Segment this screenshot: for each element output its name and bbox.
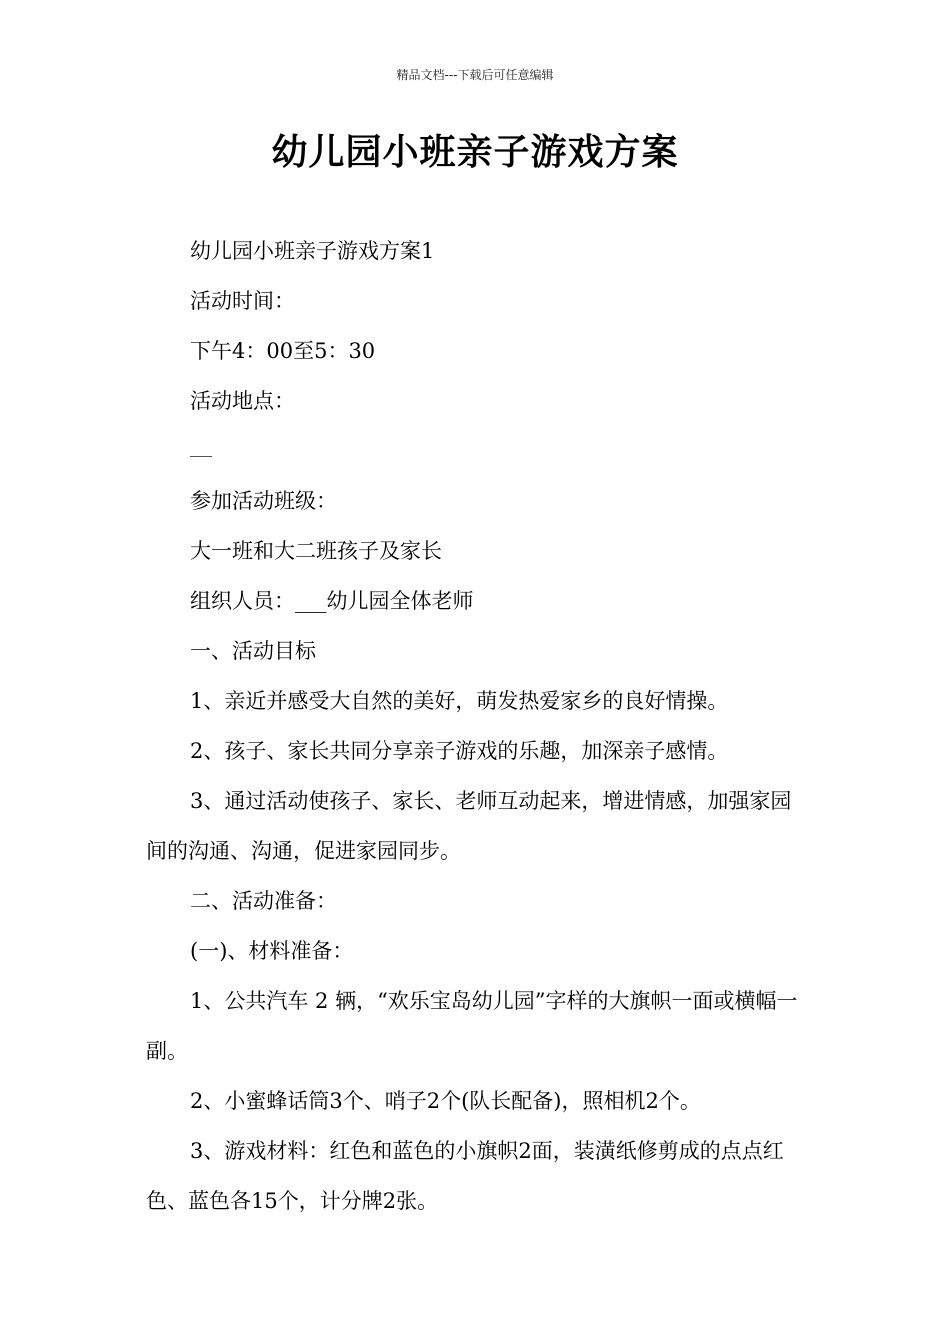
paragraph: 3、通过活动使孩子、家长、老师互动起来，增进情感，加强家园间的沟通、沟通，促进家园同步。 <box>146 789 792 863</box>
paragraph: 组织人员：___幼儿园全体老师 <box>190 589 474 613</box>
document-title: 幼儿园小班亲子游戏方案 <box>271 132 679 173</box>
paragraph: 3、游戏材料：红色和蓝色的小旗帜2面，装潢纸修剪成的点点红色、蓝色各15个，计分牌2张。 <box>146 1139 784 1213</box>
subsection-heading: (一)、材料准备： <box>190 939 354 963</box>
paragraph: 幼儿园小班亲子游戏方案1 <box>190 239 435 263</box>
paragraph: 2、孩子、家长共同分享亲子游戏的乐趣，加深亲子感情。 <box>190 739 729 763</box>
paragraph: 活动地点： <box>190 389 295 413</box>
header-note: 精品文档---下载后可任意编辑 <box>396 68 554 82</box>
paragraph: 2、小蜜蜂话筒3个、哨子2个(队长配备)，照相机2个。 <box>190 1089 701 1113</box>
paragraph: 参加活动班级： <box>190 489 337 513</box>
document-body <box>146 226 810 1226</box>
blank-line <box>146 426 810 476</box>
paragraph: 下午4：00至5：30 <box>190 339 376 363</box>
section-heading: 一、活动目标 <box>190 639 316 663</box>
blank-underline <box>190 456 212 457</box>
paragraph: 1、亲近并感受大自然的美好，萌发热爱家乡的良好情操。 <box>190 689 729 713</box>
paragraph: 大一班和大二班孩子及家长 <box>190 539 442 563</box>
paragraph: 1、公共汽车 2 辆，“欢乐宝岛幼儿园”字样的大旗帜一面或横幅一副。 <box>146 989 798 1063</box>
paragraph: 活动时间： <box>190 289 295 313</box>
section-heading: 二、活动准备： <box>190 889 337 913</box>
